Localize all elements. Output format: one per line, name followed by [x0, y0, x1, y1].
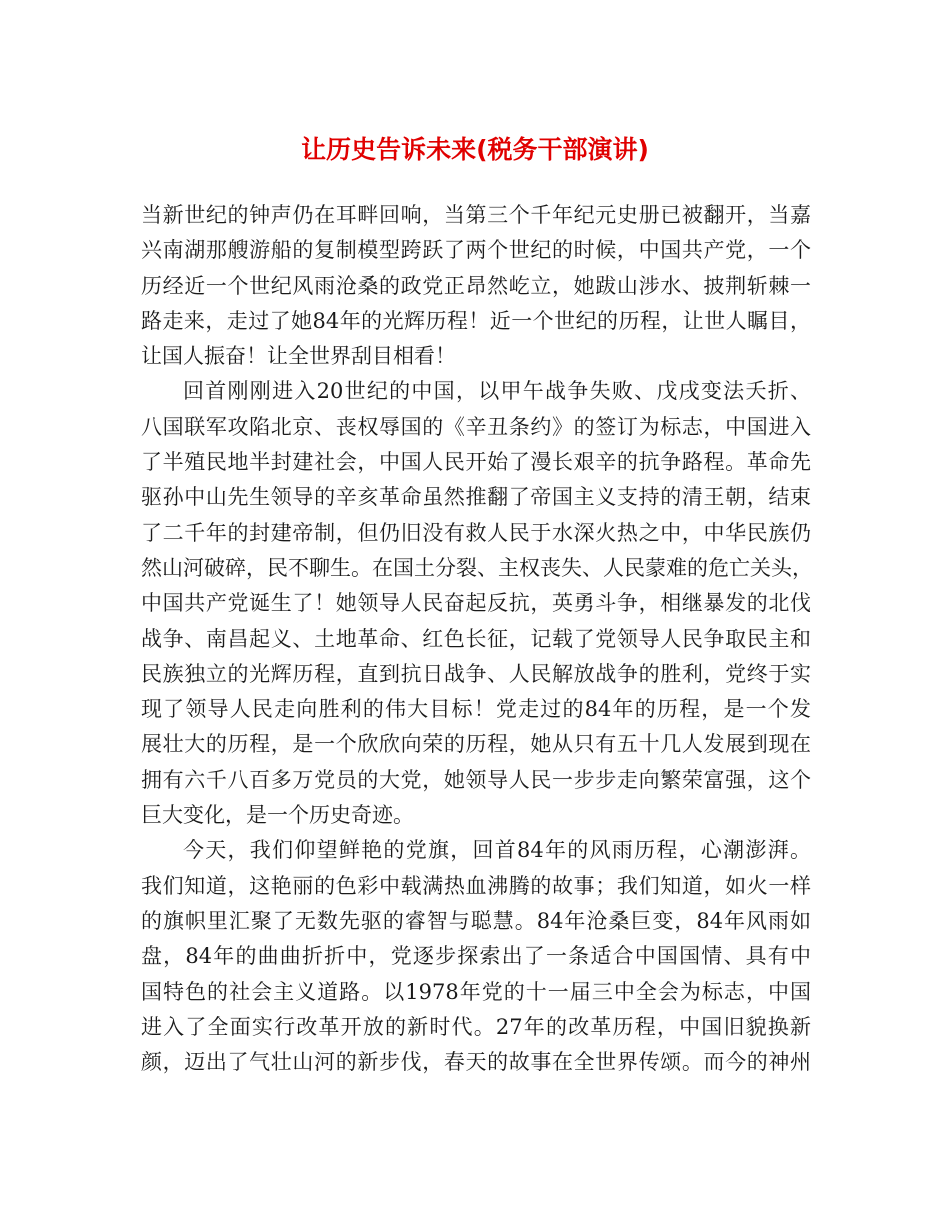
text-line: 现了领导人民走向胜利的伟大目标！党走过的84年的历程，是一个发 — [141, 697, 811, 722]
text-line: 了二千年的封建帝制，但仍旧没有救人民于水深火热之中，中华民族仍 — [141, 520, 811, 545]
text-line: 巨大变化，是一个历史奇迹。 — [141, 803, 414, 828]
text-line: 的旗帜里汇聚了无数先驱的睿智与聪慧。84年沧桑巨变，84年风雨如 — [141, 908, 811, 933]
text-line: 今天，我们仰望鲜艳的党旗，回首84年的风雨历程，心潮澎湃。 — [183, 838, 811, 863]
text-line: 回首刚刚进入20世纪的中国，以甲午战争失败、戊戌变法夭折、 — [183, 379, 811, 404]
text-line: 八国联军攻陷北京、丧权辱国的《辛丑条约》的签订为标志，中国进入 — [141, 414, 811, 439]
text-line: 我们知道，这艳丽的色彩中载满热血沸腾的故事；我们知道，如火一样 — [141, 873, 811, 898]
text-line: 驱孙中山先生领导的辛亥革命虽然推翻了帝国主义支持的清王朝，结束 — [141, 485, 811, 510]
document-title: 让历史告诉未来(税务干部演讲) — [301, 135, 649, 164]
document-body — [141, 198, 811, 1080]
text-line: 战争、南昌起义、土地革命、红色长征，记载了党领导人民争取民主和 — [141, 626, 811, 651]
text-line: 当新世纪的钟声仍在耳畔回响，当第三个千年纪元史册已被翻开，当嘉 — [141, 203, 811, 227]
text-line: 然山河破碎，民不聊生。在国土分裂、主权丧失、人民蒙难的危亡关头， — [141, 555, 813, 580]
text-line: 路走来，走过了她84年的光辉历程！近一个世纪的历程，让世人瞩目， — [141, 308, 811, 333]
text-line: 展壮大的历程，是一个欣欣向荣的历程，她从只有五十几人发展到现在 — [141, 732, 811, 757]
text-line: 民族独立的光辉历程，直到抗日战争、人民解放战争的胜利，党终于实 — [141, 661, 811, 686]
text-line: 盘，84年的曲曲折折中，党逐步探索出了一条适合中国国情、具有中 — [141, 944, 811, 969]
text-line: 了半殖民地半封建社会，中国人民开始了漫长艰辛的抗争路程。革命先 — [141, 450, 811, 475]
text-line: 颜，迈出了气壮山河的新步伐，春天的故事在全世界传颂。而今的神州 — [141, 1050, 811, 1075]
text-line: 兴南湖那艘游船的复制模型跨跃了两个世纪的时候，中国共产党，一个 — [141, 238, 811, 263]
text-line: 国特色的社会主义道路。以1978年党的十一届三中全会为标志，中国 — [141, 979, 811, 1004]
text-line: 拥有六千八百多万党员的大党，她领导人民一步步走向繁荣富强，这个 — [141, 767, 811, 792]
text-line: 进入了全面实行改革开放的新时代。27年的改革历程，中国旧貌换新 — [141, 1014, 811, 1039]
text-line: 中国共产党诞生了！她领导人民奋起反抗，英勇斗争，相继暴发的北伐 — [141, 591, 811, 616]
text-line: 让国人振奋！让全世界刮目相看！ — [141, 344, 456, 369]
text-line: 历经近一个世纪风雨沧桑的政党正昂然屹立，她跋山涉水、披荆斩棘一 — [141, 273, 811, 298]
